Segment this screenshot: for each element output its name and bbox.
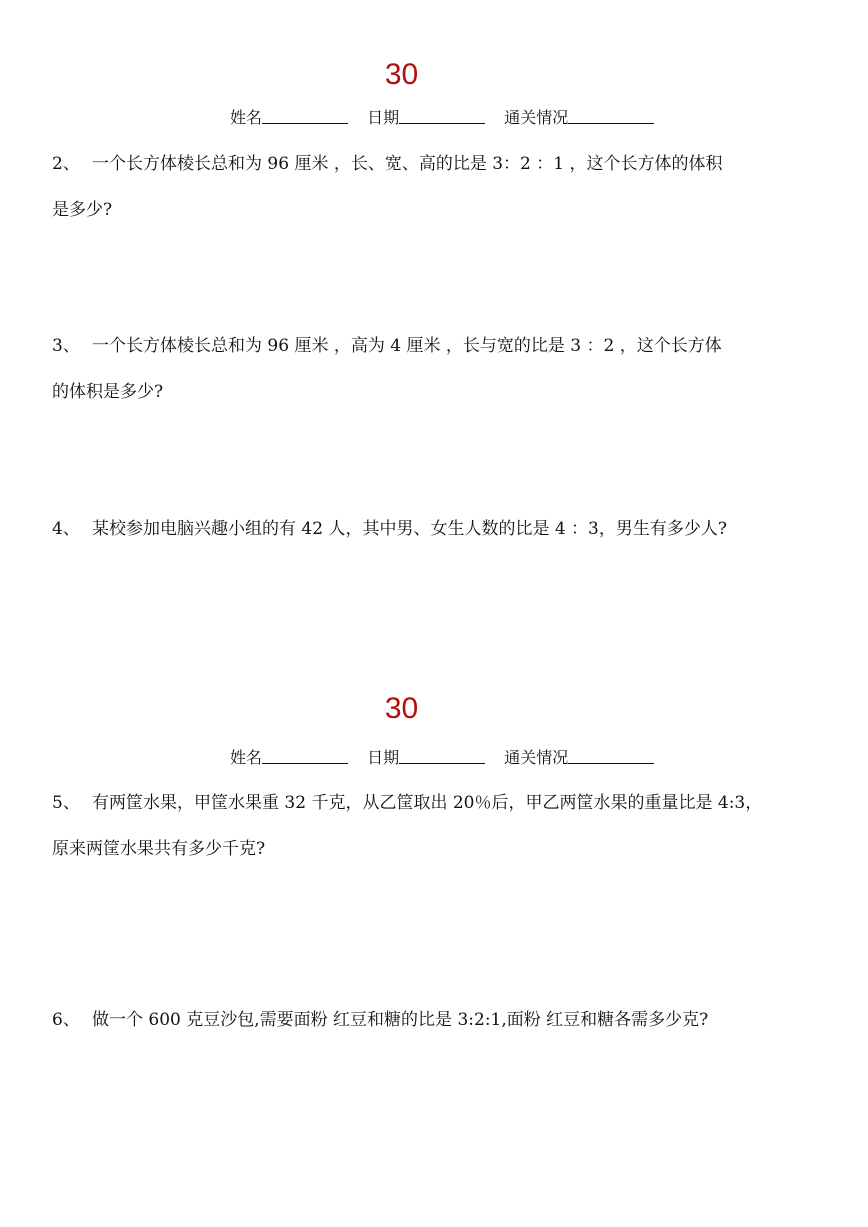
question-number: 6、 <box>52 1010 80 1030</box>
question-line <box>52 141 822 187</box>
question-3 <box>52 323 822 415</box>
question-6 <box>52 997 822 1043</box>
question-line <box>52 997 822 1043</box>
question-number: 2、 <box>52 154 80 174</box>
question-line <box>52 506 822 552</box>
date-blank <box>399 109 485 124</box>
question-2 <box>52 141 822 233</box>
name-label: 姓名 <box>230 748 263 767</box>
question-text: 一个长方体棱长总和为 96 厘米 ，高为 4 厘米 ，长与宽的比是 3 ：2 ，这个长方体 <box>92 336 722 356</box>
name-field <box>230 748 348 768</box>
question-number: 4、 <box>52 519 80 539</box>
question-line <box>52 323 822 369</box>
question-line: 原来两筐水果共有多少千克? <box>52 839 266 859</box>
question-4 <box>52 506 822 552</box>
status-blank <box>568 749 654 764</box>
question-line <box>52 780 822 826</box>
date-label: 日期 <box>367 748 400 767</box>
date-blank <box>399 749 485 764</box>
question-number: 5、 <box>52 793 80 813</box>
status-field <box>504 748 654 768</box>
question-text: 做一个 600 克豆沙包,需要面粉 红豆和糖的比是 3:2:1,面粉 红豆和糖各需多少克? <box>92 1010 709 1030</box>
name-blank <box>262 109 348 124</box>
date-field <box>367 748 485 768</box>
section-1-title: 30 <box>384 58 419 91</box>
section-2-title: 30 <box>384 692 419 725</box>
status-label: 通关情况 <box>504 108 569 127</box>
question-text: 有两筐水果，甲筐水果重 32 千克，从乙筐取出 20％后，甲乙两筐水果的重量比是 4:3， <box>92 793 763 813</box>
status-label: 通关情况 <box>504 748 569 767</box>
date-field <box>367 108 485 128</box>
name-blank <box>262 749 348 764</box>
name-field <box>230 108 348 128</box>
status-field <box>504 108 654 128</box>
question-line: 是多少? <box>52 200 113 220</box>
status-blank <box>568 109 654 124</box>
name-label: 姓名 <box>230 108 263 127</box>
question-line: 的体积是多少? <box>52 382 164 402</box>
question-number: 3、 <box>52 336 80 356</box>
question-text: 某校参加电脑兴趣小组的有 42 人，其中男、女生人数的比是 4 ：3，男生有多少人? <box>92 519 727 539</box>
question-text: 一个长方体棱长总和为 96 厘米 ，长、宽、高的比是 3：2 ：1 ，这个长方体的体积 <box>92 154 723 174</box>
section-2-info-line <box>230 748 690 768</box>
date-label: 日期 <box>367 108 400 127</box>
question-5 <box>52 780 822 872</box>
section-1-info-line <box>230 108 690 128</box>
